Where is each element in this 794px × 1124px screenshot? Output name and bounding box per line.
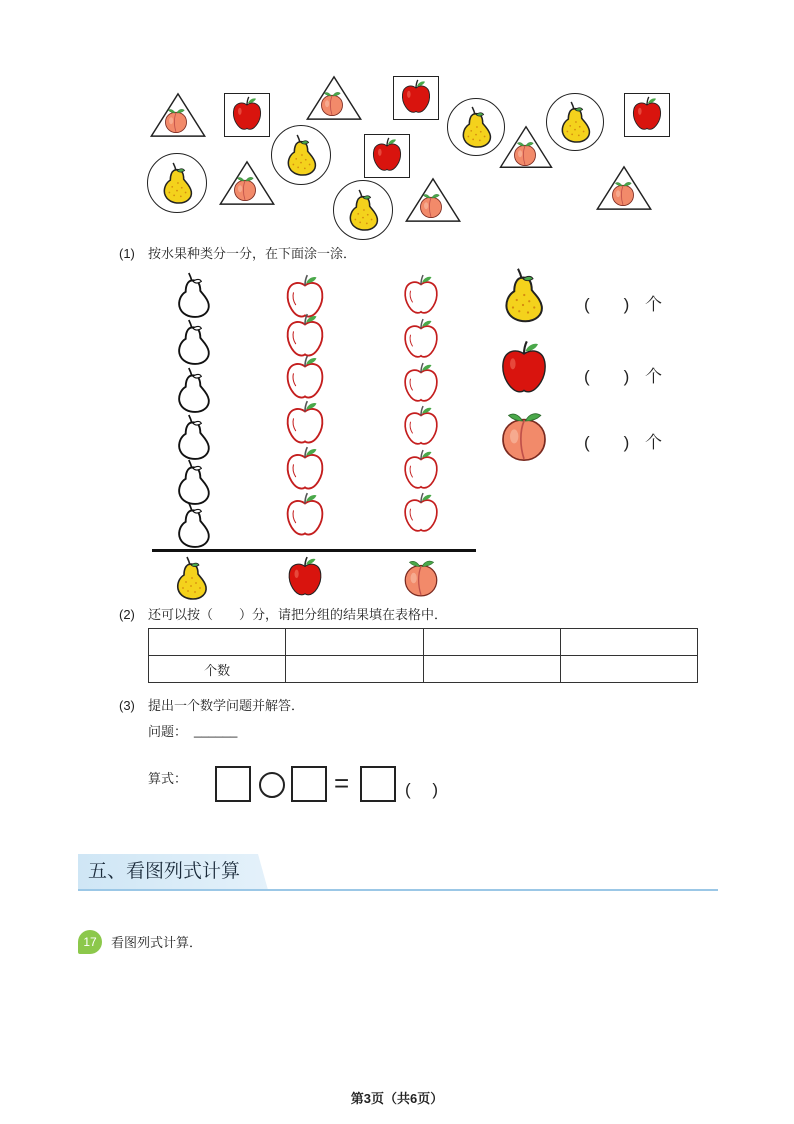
part1-instruction: 按水果种类分一分，在下面涂一涂． [148,246,357,261]
table-cell[interactable] [560,629,697,656]
apple-outline-icon[interactable] [400,318,442,360]
table-row [149,629,698,656]
part3-label: (3) [119,698,135,713]
pear-outline-icon[interactable] [172,502,214,548]
pear-icon [157,162,197,204]
peach-icon [400,556,442,598]
unit-blank[interactable]: ( ) [405,780,439,799]
unit-label: 个 [645,295,662,314]
part2-label: (2) [119,607,135,622]
table-cell[interactable] [423,629,560,656]
table-cell[interactable] [286,656,423,683]
part3-instruction: 提出一个数学问题并解答． [148,698,305,713]
apple-icon [629,96,665,132]
table-row-header: 个数 [149,656,286,683]
peach-icon [162,106,190,134]
count-blank[interactable]: ( ) [584,367,630,386]
apple-outline-icon[interactable] [282,400,328,446]
apple-icon [398,79,434,115]
apple-outline-icon[interactable] [400,274,442,316]
result-box[interactable] [360,766,396,802]
apple-outline-icon[interactable] [282,355,328,401]
formula-label: 算式： [148,771,188,786]
apple-outline-icon[interactable] [400,449,442,491]
apple-outline-icon[interactable] [400,362,442,404]
pear-icon [281,134,321,176]
apple-outline-icon[interactable] [282,446,328,492]
pear-outline-icon[interactable] [172,272,214,318]
equals-sign: = [334,768,350,798]
question-17-text: 看图列式计算． [111,935,203,950]
unit-label: 个 [645,433,662,452]
section-title: 五、看图列式计算 [88,861,241,882]
pear-outline-icon[interactable] [172,459,214,505]
peach-icon [318,89,346,117]
table-cell[interactable] [286,629,423,656]
pear-outline-icon[interactable] [172,414,214,460]
unit-label: 个 [645,367,662,386]
count-blank[interactable]: ( ) [584,295,630,314]
part1-label: (1) [119,246,135,261]
pear-outline-icon[interactable] [172,319,214,365]
baseline-rule [152,549,476,552]
answer-table [148,628,698,683]
pear-icon [498,267,548,323]
apple-outline-icon[interactable] [282,313,328,359]
table-cell[interactable] [423,656,560,683]
table-cell[interactable] [560,656,697,683]
pear-icon [170,556,212,600]
peach-icon [496,407,552,463]
page-footer: 第3页（共6页） [350,1091,444,1106]
count-blank[interactable]: ( ) [584,433,630,452]
section-underline [78,889,718,891]
pear-icon [343,189,383,231]
apple-icon [284,556,326,598]
pear-icon [555,101,595,143]
apple-outline-icon[interactable] [282,492,328,538]
table-cell[interactable] [149,629,286,656]
question-label: 问题： [148,724,188,739]
peach-icon [231,174,259,202]
operand-box[interactable] [291,766,327,802]
apple-icon [496,340,552,396]
question-number-badge: 17 [78,930,102,954]
peach-icon [609,179,637,207]
table-row [149,656,698,683]
apple-icon [229,96,265,132]
apple-outline-icon[interactable] [400,492,442,534]
pear-icon [456,106,496,148]
question-blank[interactable]: ______ [194,723,238,738]
apple-outline-icon[interactable] [400,405,442,447]
apple-icon [369,137,405,173]
part2-instruction: 还可以按（ ）分，请把分组的结果填在表格中． [148,607,448,622]
peach-icon [511,139,539,167]
peach-icon [417,191,445,219]
operand-box[interactable] [215,766,251,802]
pear-outline-icon[interactable] [172,367,214,413]
operator-circle[interactable] [259,772,285,798]
